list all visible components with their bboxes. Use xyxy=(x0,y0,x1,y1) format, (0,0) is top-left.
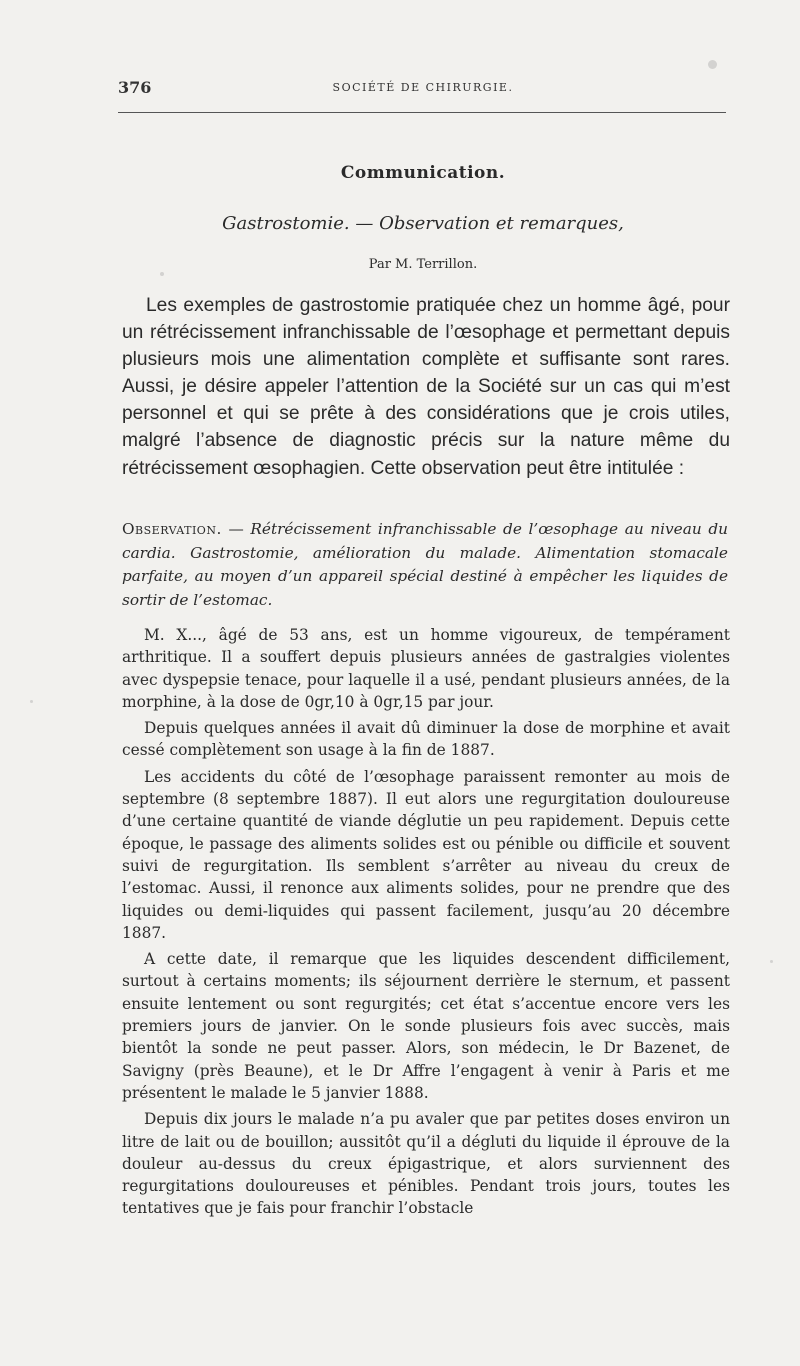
page-header xyxy=(118,78,728,100)
observation-label: Observation. xyxy=(122,520,222,538)
body-text xyxy=(122,624,730,1224)
paper-speck xyxy=(708,60,717,69)
page-number: 376 xyxy=(118,78,152,97)
running-head: SOCIÉTÉ DE CHIRURGIE. xyxy=(332,81,514,94)
observation-heading xyxy=(122,518,728,612)
paper-speck xyxy=(770,960,773,963)
section-title: Communication. xyxy=(340,163,506,183)
observation-title: Rétrécissement infranchissable de l’œsophage au niveau du cardia. Gastrostomie, amélioration du malade. Alimentation stomacale parfaite, au moyen d’un appareil spécial destiné à empêcher les liquides de sortir de l’estomac. xyxy=(122,520,728,609)
observation-dash: — xyxy=(221,520,251,538)
paragraph: Les accidents du côté de l’œsophage paraissent remonter au mois de septembre (8 septembre 1887). Il eut alors une regurgitation douloureuse d’une certaine quantité de viande déglutie un peu rapidement. Depuis cette époque, le passage des aliments solides est ou pénible ou difficile et souvent suivi de regurgitation. Ils semblent s’arrêter au niveau du creux de l’estomac. Aussi, il renonce aux aliments solides, pour ne prendre que des liquides ou demi-liquides qui passent facilement, jusqu’au 20 décembre 1887. xyxy=(122,767,730,942)
header-rule xyxy=(118,112,726,113)
author-line: Par M. Terrillon. xyxy=(368,257,478,272)
article-title: Gastrostomie. — Observation et remarques, xyxy=(222,213,624,234)
paper-speck xyxy=(30,700,33,703)
paper-speck xyxy=(160,272,164,276)
paragraph: Depuis dix jours le malade n’a pu avaler que par petites doses environ un litre de lait ou de bouillon; aussitôt qu’il a dégluti du liquide il éprouve de la douleur au-dessus du creux épigastrique, et alors surviennent des regurgitations douloureuses et pénibles. Pendant trois jours, toutes les tentatives que je fais pour franchir l’obstacle xyxy=(122,1110,730,1218)
intro-paragraph: Les exemples de gastrostomie pratiquée chez un homme âgé, pour un rétrécissement infranchissable de l’œsophage et permettant depuis plusieurs mois une alimentation complète et suffisante sont rares. Aussi, je désire appeler l’attention de la Société sur un cas qui m’est personnel et qui se prête à des considérations que je crois utiles, malgré l’absence de diagnostic précis sur la nature même du rétrécissement œsophagien. Cette observation peut être intitulée : xyxy=(122,295,730,479)
paragraph: A cette date, il remarque que les liquides descendent difficilement, surtout à certains moments; ils séjournent derrière le sternum, et passent ensuite lentement ou sont regurgités; cet état s’accentue encore vers les premiers jours de janvier. On le sonde plusieurs fois avec succès, mais bientôt la sonde ne peut passer. Alors, son médecin, le Dr Bazenet, de Savigny (près Beaune), et le Dr Affre l’engagent à venir à Paris et me présentent le malade le 5 janvier 1888. xyxy=(122,950,730,1102)
paragraph: M. X..., âgé de 53 ans, est un homme vigoureux, de tempérament arthritique. Il a souffert depuis plusieurs années de gastralgies violentes avec dyspepsie tenace, pour laquelle il a usé, pendant plusieurs années, de la morphine, à la dose de 0gr,10 à 0gr,15 par jour. xyxy=(122,626,730,711)
paragraph: Depuis quelques années il avait dû diminuer la dose de morphine et avait cessé complètement son usage à la fin de 1887. xyxy=(122,719,730,760)
